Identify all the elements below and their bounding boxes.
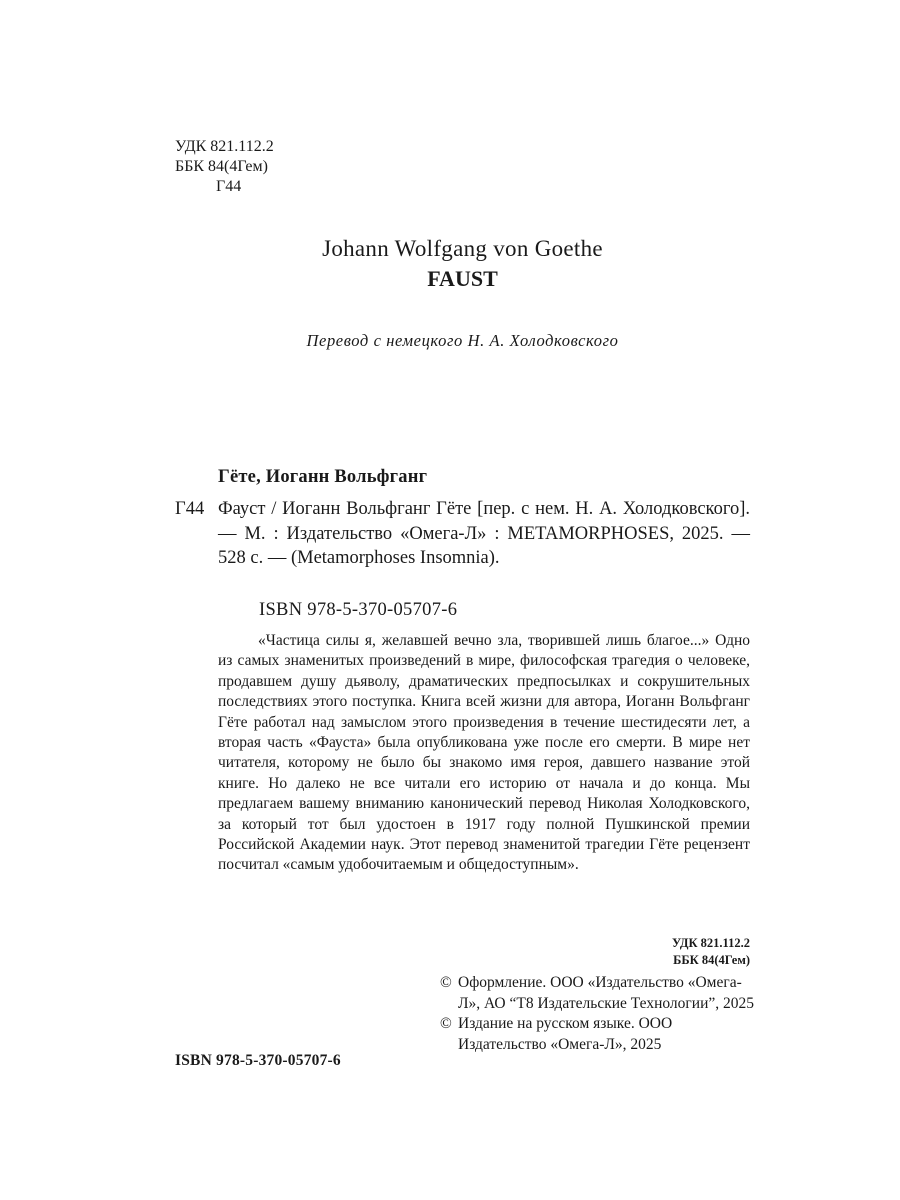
annotation-text: «Частица силы я, желавшей вечно зла, творившей лишь благое...» Одно из самых знаменитых произведений в мире, философская трагедия о человеке, продавшем душу дьяволу, драматических предпосылках и сокрушительных последствиях этого поступка. Книга всей жизни для автора, Иоганн Вольфганг Гёте работал над замыслом этого произведения в течение шестидесяти лет, а вторая часть «Фауста» была опубликована уже после его смерти. В мире нет читателя, которому не было бы знакомо имя героя, давшего название этой книге. Но далеко не все читали его историю от начала и до конца. Мы предлагаем вашему вниманию канонический перевод Николая Холодковского, за который тот был удостоен в 1917 году полной Пушкинской премии Российской Академии наук. Этот перевод знаменитой трагедии Гёте рецензент посчитал «самым удобочитаемым и общедоступным». <box>218 632 750 874</box>
copyright-icon: © <box>440 1015 452 1032</box>
original-author: Johann Wolfgang von Goethe <box>322 236 603 261</box>
bbk-code: ББК 84(4Гем) <box>175 158 268 175</box>
catalog-author-mark: Г44 <box>175 499 205 519</box>
bottom-isbn: ISBN 978-5-370-05707-6 <box>175 1052 341 1069</box>
catalog-isbn: ISBN 978-5-370-05707-6 <box>259 600 458 620</box>
translation-note: Перевод с немецкого Н. А. Холодковского <box>306 331 619 350</box>
catalog-author-heading: Гёте, Иоганн Вольфганг <box>218 467 428 487</box>
bottom-udk-code: УДК 821.112.2 <box>671 936 750 950</box>
copyright-design <box>440 973 760 1014</box>
bibliographic-description: Фауст / Иоганн Вольфганг Гёте [пер. с нем. Н. А. Холодковского]. — М. : Издательство «Омега-Л» : METAMORPHOSES, 2025. — 528 с. — (Metamorphoses Insomnia). <box>218 499 750 568</box>
top-classification-codes <box>175 137 274 197</box>
bottom-classification-codes <box>550 935 750 969</box>
annotation <box>218 631 750 876</box>
copyright-icon: © <box>440 974 452 991</box>
copyright-block <box>440 973 760 1055</box>
copyright-edition-text: Издание на русском языке. ООО Издательство «Омега-Л», 2025 <box>458 1015 673 1053</box>
copyright-edition <box>440 1014 760 1055</box>
copyright-design-text: Оформление. ООО «Издательство «Омега-Л», АО “Т8 Издательские Технологии”, 2025 <box>458 974 754 1012</box>
bottom-bbk-code: ББК 84(4Гем) <box>673 953 750 967</box>
udk-code: УДК 821.112.2 <box>175 138 274 155</box>
original-title: FAUST <box>427 266 498 291</box>
author-mark: Г44 <box>216 178 242 195</box>
